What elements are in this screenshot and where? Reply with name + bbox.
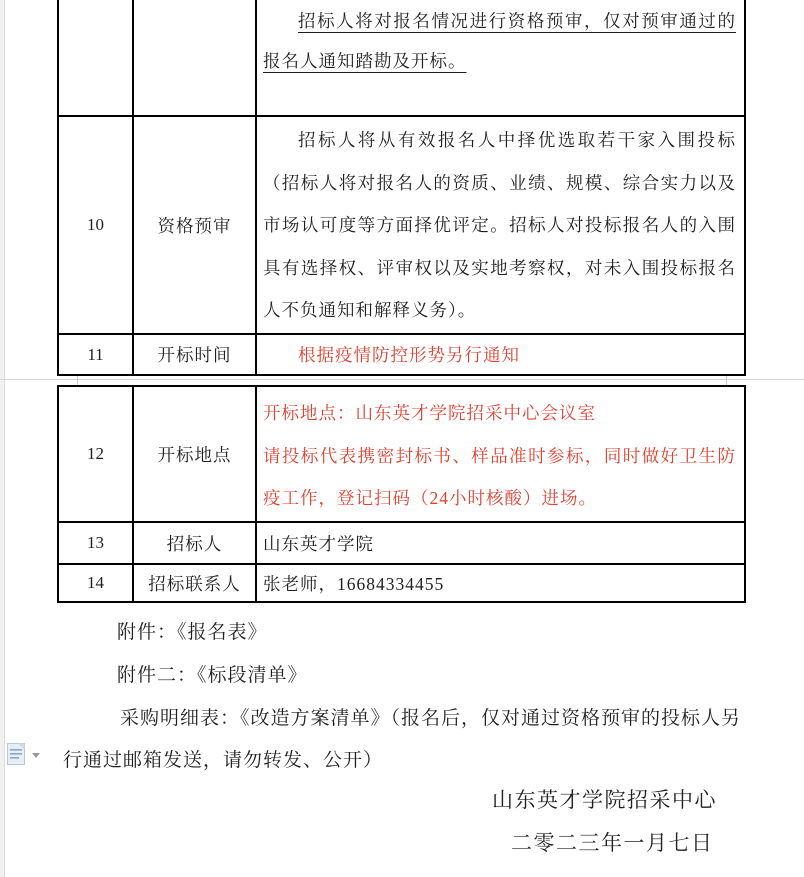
contact-person-cell [257, 565, 744, 601]
procurement-note-line1: 采购明细表：《改造方案清单》（报名后，仅对通过资格预审的投标人另 [120, 708, 742, 729]
page-edge-line [4, 0, 5, 877]
row-content-cell [257, 0, 744, 115]
paste-options-button[interactable] [7, 743, 43, 767]
table-row-continuation [59, 0, 744, 117]
row-number-cell [59, 0, 132, 115]
contact-person-text: 张老师，16684334455 [263, 573, 445, 594]
row-number: 11 [87, 344, 104, 364]
row-number: 12 [87, 444, 104, 463]
opening-time-text: 根据疫情防控形势另行通知 [298, 345, 520, 365]
row-content-cell [257, 335, 744, 374]
row-content-cell [257, 117, 744, 333]
row-label: 招标联系人 [148, 573, 241, 594]
attachment1-text: 附件：《报名表》 [117, 622, 268, 643]
opening-location-text: 开标地点：山东英才学院招采中心会议室 [263, 403, 596, 423]
row-number: 10 [87, 215, 104, 234]
tender-table-part2 [57, 385, 746, 603]
row-number: 13 [87, 533, 104, 552]
tenderer-name: 山东英才学院 [263, 533, 374, 554]
signature-organization: 山东英才学院招采中心 [492, 788, 717, 812]
prequalification-note-text: 招标人将对报名情况进行资格预审，仅对预审通过的报名人通知踏勘及开标。 [263, 11, 736, 71]
document-icon [7, 743, 25, 770]
row-label: 开标地点 [157, 444, 232, 465]
tender-table-part1 [57, 0, 746, 376]
tenderer-name-text [257, 523, 744, 563]
row-number: 14 [87, 573, 104, 592]
attachment2-text: 附件二：《标段清单》 [117, 665, 308, 686]
row-label-cell [134, 0, 255, 115]
row-content-cell [257, 387, 744, 521]
procurement-note-line2: 行通过邮箱发送，请勿转发、公开） [63, 750, 384, 771]
row-label: 招标人 [166, 533, 223, 554]
prequalification-detail-text: 招标人将从有效报名人中择优选取若干家入围投标（招标人将对报名人的资质、业绩、规模、综合实力以及市场认可度等方面择优评定。招标人对投标报名人的入围具有选择权、评审权以及实地考察权，对未入围投标报名人不负通知和解释义务）。 [263, 130, 736, 320]
table-row-13 [59, 523, 744, 565]
table-row-10 [59, 117, 744, 335]
signature-date: 二零二三年一月七日 [511, 831, 714, 855]
row-label: 资格预审 [157, 215, 232, 236]
table-row-11 [59, 335, 744, 376]
table-row-12 [59, 387, 744, 523]
row-label: 开标时间 [157, 345, 232, 365]
table-row-14 [59, 565, 744, 603]
caret-down-icon [32, 753, 40, 758]
opening-instructions-text: 请投标代表携密封标书、样品准时参标，同时做好卫生防疫工作，登记扫码（24小时核酸）进场。 [263, 445, 736, 508]
page-break-line [0, 379, 804, 380]
